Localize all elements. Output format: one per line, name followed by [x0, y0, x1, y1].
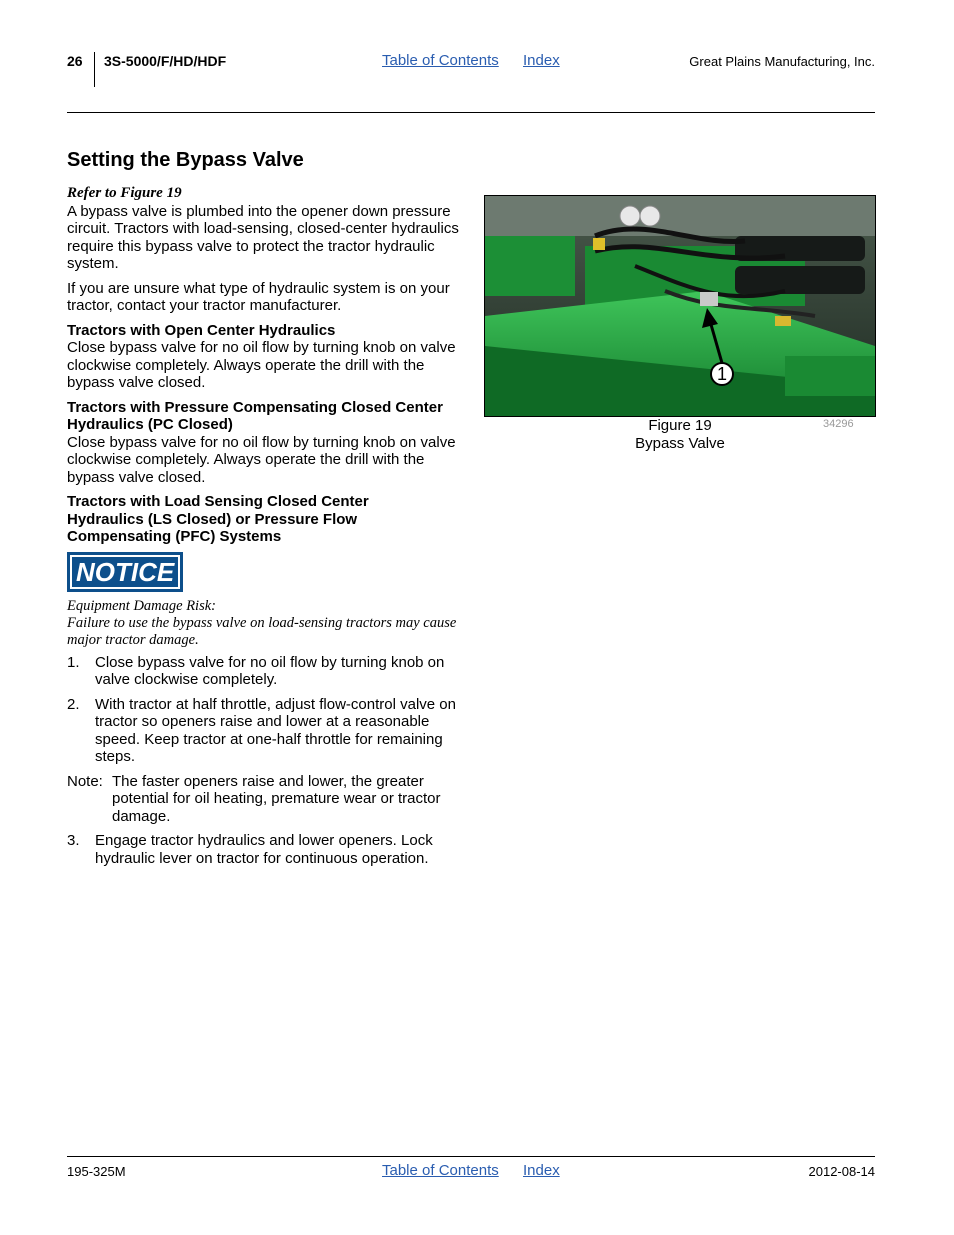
note-text: The faster openers raise and lower, the greater potential for oil heating, premature wear or tractor damage. — [112, 772, 441, 825]
company-name: Great Plains Manufacturing, Inc. — [689, 54, 875, 69]
figure-reference: Refer to Figure 19 — [67, 185, 182, 201]
photo-illustration — [485, 196, 875, 416]
model-name: 3S-5000/F/HD/HDF — [104, 53, 227, 69]
bypass-valve-photo — [484, 195, 876, 417]
callout-label: 1 — [716, 364, 727, 384]
step-text: With tractor at half throttle, adjust flow-control valve on tractor so openers raise and lower at a reasonable speed. Keep tractor at one-half throttle for remaining steps. — [95, 695, 456, 765]
footer-toc-link[interactable]: Table of Contents — [382, 1162, 499, 1179]
step-text: Close bypass valve for no oil flow by turning knob on valve clockwise completely. — [95, 653, 445, 688]
note-label: Note: — [67, 772, 103, 790]
index-link[interactable]: Index — [523, 52, 560, 69]
photo-id: 34296 — [823, 418, 854, 430]
risk-title: Equipment Damage Risk: — [67, 597, 216, 614]
risk-text: Failure to use the bypass valve on load-sensing tractors may cause major tractor damage. — [67, 614, 457, 648]
notice-label: NOTICE — [70, 555, 180, 589]
footer-index-link[interactable]: Index — [523, 1162, 560, 1179]
step-item — [67, 832, 459, 867]
ls-heading: Tractors with Load Sensing Closed Center Hydraulics (LS Closed) or Pressure Flow Compensating (PFC) Systems — [67, 493, 369, 545]
step-item — [67, 654, 459, 689]
unsure-paragraph: If you are unsure what type of hydraulic system is on your tractor, contact your tractor manufacturer. — [67, 279, 450, 314]
step-number: 2. — [67, 695, 80, 713]
step-number: 1. — [67, 653, 80, 671]
doc-date: 2012-08-14 — [808, 1164, 875, 1179]
step-item — [67, 696, 459, 766]
page-number: 26 — [67, 53, 83, 69]
toc-link[interactable]: Table of Contents — [382, 52, 499, 69]
section-title: Setting the Bypass Valve — [67, 149, 304, 171]
notice-badge — [67, 552, 183, 592]
doc-number: 195-325M — [67, 1164, 126, 1179]
intro-paragraph: A bypass valve is plumbed into the opener down pressure circuit. Tractors with load-sensing, closed-center hydraulics require this bypass valve to protect the tractor hydraulic system. — [67, 202, 459, 272]
content-column — [67, 185, 459, 867]
open-center-heading: Tractors with Open Center Hydraulics — [67, 321, 336, 339]
figure-number: Figure 19 — [648, 417, 712, 434]
step-number: 3. — [67, 832, 80, 849]
step-text: Engage tractor hydraulics and lower openers. Lock hydraulic lever on tractor for continuous operation. — [95, 832, 433, 867]
footer-rule — [67, 1156, 875, 1157]
open-center-text: Close bypass valve for no oil flow by turning knob on valve clockwise completely. Always operate the drill with the bypass valve closed. — [67, 339, 456, 391]
pc-text: Close bypass valve for no oil flow by turning knob on valve clockwise completely. Always operate the drill with the bypass valve closed. — [67, 433, 456, 486]
figure-caption — [580, 417, 780, 452]
pc-heading: Tractors with Pressure Compensating Closed Center Hydraulics (PC Closed) — [67, 398, 443, 433]
header-divider — [94, 52, 95, 87]
figure-title: Bypass Valve — [635, 434, 725, 452]
header-rule — [67, 112, 875, 113]
note — [67, 773, 459, 826]
